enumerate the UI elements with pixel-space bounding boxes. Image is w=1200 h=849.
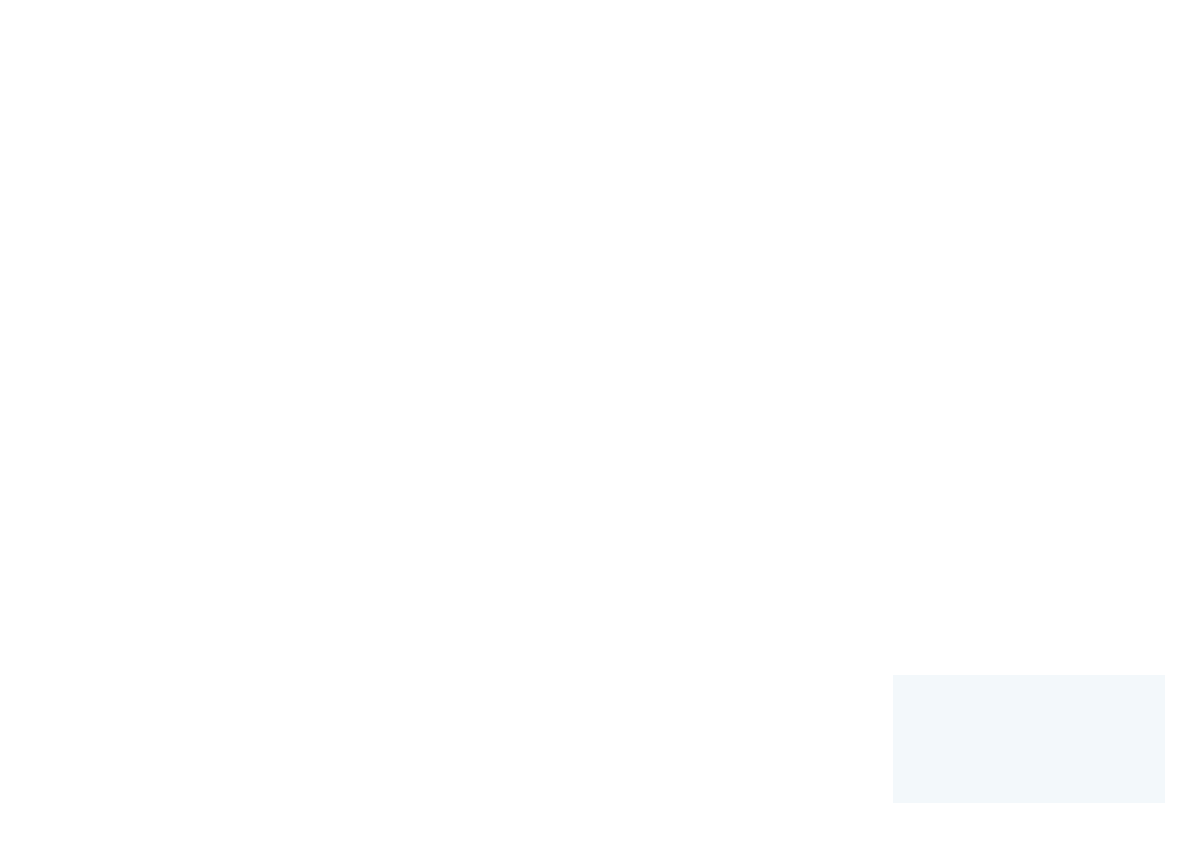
menu-column-4 xyxy=(893,38,1165,86)
taberna-logo xyxy=(893,675,1165,803)
